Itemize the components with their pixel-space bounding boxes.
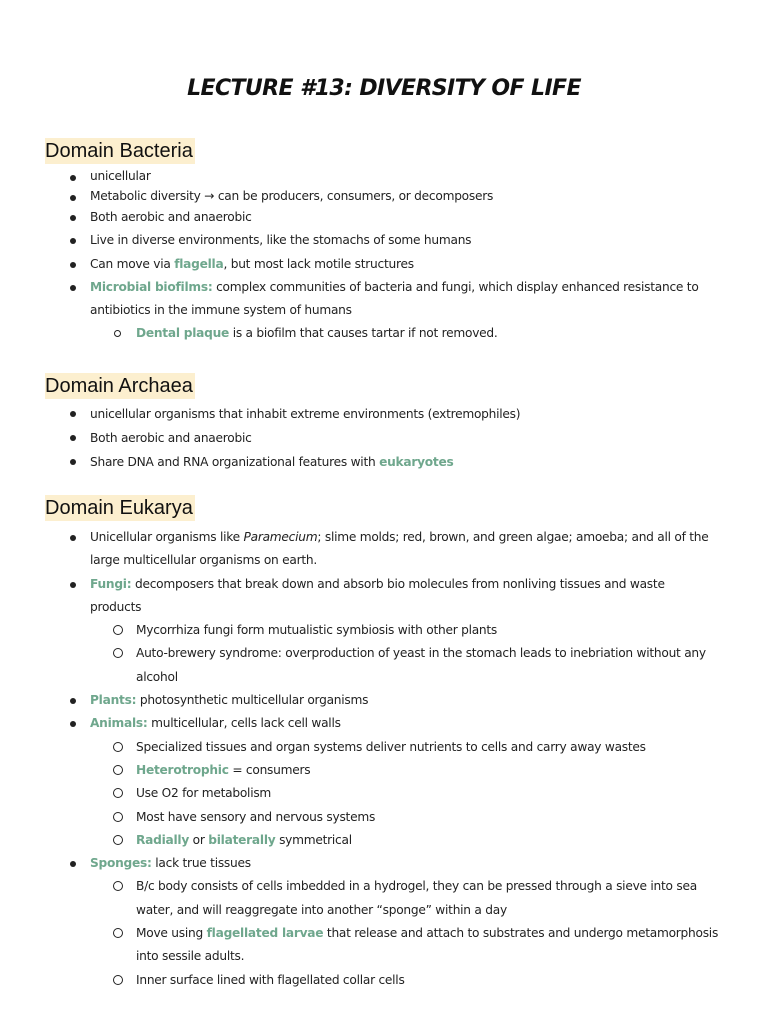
sub-list-item: Heterotrophic = consumers: [0, 759, 768, 782]
term-eukaryotes: eukaryotes: [379, 455, 454, 469]
bacteria-list: [0, 166, 768, 346]
sub-list-item: Mycorrhiza fungi form mutualistic symbiosis with other plants: [0, 619, 768, 642]
term-flagellated-larvae: flagellated larvae: [206, 926, 324, 941]
sub-list-item: B/c body consists of cells imbedded in a hydrogel, they can be pressed through a sieve into sea water, and will reaggregate into another “sponge” within a day: [0, 875, 768, 922]
sub-list-item: Dental plaque is a biofilm that causes tartar if not removed.: [0, 322, 768, 345]
list-item: Both aerobic and anaerobic: [0, 426, 768, 450]
term-paramecium: Paramecium: [243, 530, 318, 544]
sub-list-item: Inner surface lined with flagellated collar cells: [0, 969, 768, 992]
sub-list-item: Most have sensory and nervous systems: [0, 806, 768, 829]
term-bilaterally: bilaterally: [208, 832, 276, 847]
list-item: Sponges: lack true tissues: [0, 852, 768, 875]
sub-list-item: Auto-brewery syndrome: overproduction of yeast in the stomach leads to inebriation without any alcohol: [0, 642, 768, 689]
list-item: Plants: photosynthetic multicellular organisms: [0, 689, 768, 712]
term-sponges: Sponges:: [90, 856, 152, 871]
term-animals: Animals:: [90, 716, 148, 731]
list-item: Both aerobic and anaerobic: [0, 206, 768, 229]
list-item: Animals: multicellular, cells lack cell walls: [0, 712, 768, 735]
term-radially: Radially: [136, 832, 190, 847]
list-item: Metabolic diversity → can be producers, consumers, or decomposers: [0, 186, 768, 206]
list-item: Can move via flagella, but most lack motile structures: [0, 253, 768, 276]
list-item: unicellular organisms that inhabit extreme environments (extremophiles): [0, 402, 768, 426]
term-plants: Plants:: [90, 693, 137, 708]
term-fungi: Fungi:: [90, 576, 132, 591]
term-flagella: flagella: [174, 256, 224, 271]
term-microbial-biofilms: Microbial biofilms:: [90, 279, 213, 294]
list-item: unicellular: [0, 166, 768, 186]
heading-domain-archaea: Domain Archaea: [45, 375, 193, 397]
page-title: LECTURE #13: DIVERSITY OF LIFE: [187, 76, 581, 101]
list-item: Fungi: decomposers that break down and absorb bio molecules from nonliving tissues and waste products: [0, 573, 768, 620]
eukarya-list: [0, 526, 768, 992]
list-item: Unicellular organisms like Paramecium; slime molds; red, brown, and green algae; amoeba; and all of the large multicellular organisms on earth.: [0, 526, 768, 573]
list-item: Share DNA and RNA organizational features with eukaryotes: [0, 450, 768, 474]
sub-list-item: Use O2 for metabolism: [0, 782, 768, 805]
heading-domain-eukarya: Domain Eukarya: [45, 497, 193, 519]
term-dental-plaque: Dental plaque: [136, 326, 230, 341]
heading-domain-bacteria: Domain Bacteria: [45, 140, 193, 162]
list-item: Live in diverse environments, like the stomachs of some humans: [0, 229, 768, 252]
term-heterotrophic: Heterotrophic: [136, 762, 229, 777]
archaea-list: [0, 402, 768, 474]
sub-list-item: Radially or bilaterally symmetrical: [0, 829, 768, 852]
sub-list-item: Specialized tissues and organ systems deliver nutrients to cells and carry away wastes: [0, 736, 768, 759]
sub-list-item: Move using flagellated larvae that release and attach to substrates and undergo metamorphosis into sessile adults.: [0, 922, 768, 969]
list-item: Microbial biofilms: complex communities of bacteria and fungi, which display enhanced resistance to antibiotics in the immune system of humans: [0, 276, 768, 323]
